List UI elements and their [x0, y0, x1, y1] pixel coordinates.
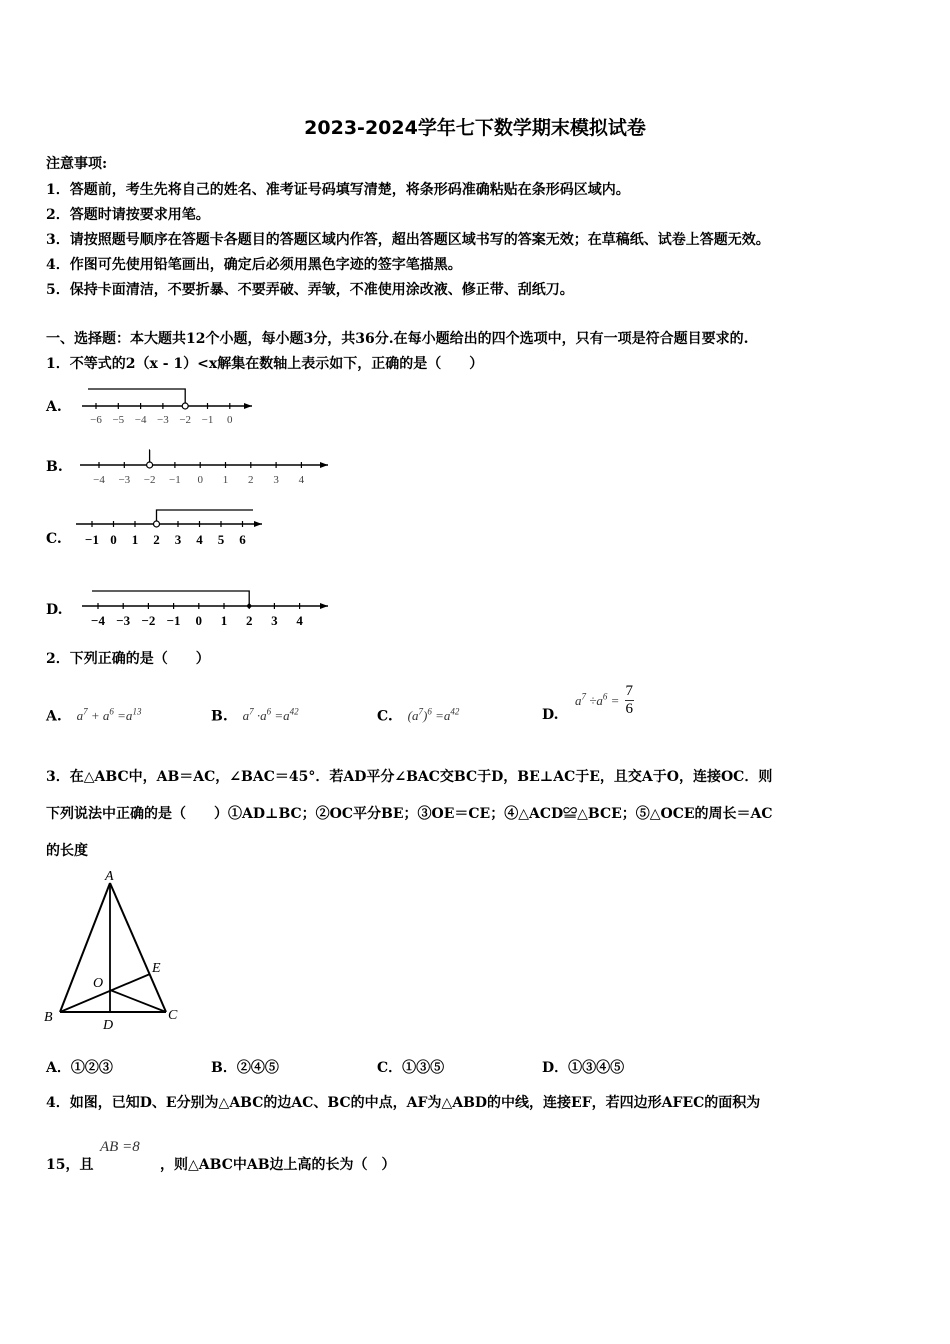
- tick-label: −1: [166, 613, 181, 628]
- tick-label: 4: [298, 474, 305, 486]
- q2-option-c-formula: $(a^7)^6 =a^{42}$: [407, 707, 460, 724]
- tick-label: −4: [91, 613, 105, 628]
- q2-option-a-formula: $a^7 + a^6 =a^{13}$: [76, 707, 142, 724]
- q2-option-b-formula: $a^7 \cdot a^6 =a^{42}$: [242, 707, 299, 724]
- q2-option-d-label: D.: [542, 707, 559, 723]
- tick-label: −5: [112, 414, 125, 426]
- tick-label: 1: [220, 613, 228, 628]
- label-e: E: [152, 961, 161, 976]
- q2-option-a-label: A.: [46, 708, 62, 725]
- tick-label: −4: [134, 414, 147, 426]
- q4-formula: AB =8: [100, 1139, 140, 1155]
- note-item-2: 2．答题时请按要求用笔。: [46, 207, 210, 223]
- tick-label: 3: [174, 532, 182, 547]
- note-item-3: 3．请按照题号顺序在答题卡各题目的答题区域内作答，超出答题区域书写的答案无效；在草稿纸、试卷上答题无效。: [46, 232, 770, 248]
- label-d: D: [103, 1018, 114, 1033]
- note-item-1: 1．答题前，考生先将自己的姓名、准考证号码填写清楚，将条形码准确粘贴在条形码区域内。: [46, 182, 630, 198]
- tick-label: −2: [141, 613, 156, 628]
- section-heading: 一、选择题：本大题共12个小题，每小题3分，共36分.在每小题给出的四个选项中，只有一项是符合题目要求的.: [46, 331, 749, 347]
- side-ab: [60, 883, 110, 1012]
- q4-stem-line-1: 4．如图，已知D、E分别为△ABC的边AC、BC的中点，AF为△ABD的中线，连接EF，若四边形AFEC的面积为: [46, 1095, 761, 1111]
- q2-fraction: $\frac{7}{6}$: [625, 683, 634, 717]
- tick-label: 3: [271, 613, 278, 628]
- q2-option-c-label: C.: [377, 708, 393, 725]
- q3-option-b: B．②④⑤: [211, 1060, 279, 1076]
- q1-option-b-label: B.: [46, 459, 63, 475]
- tick-label: 0: [195, 613, 203, 628]
- tick-label: −1: [169, 474, 181, 486]
- tick-label: −6: [90, 414, 102, 426]
- tick-label: 1: [131, 532, 139, 547]
- q2-option-d-formula: $a^7 \div a^6$ = $\frac{7}{6}$: [575, 683, 634, 717]
- tick-label: −2: [143, 474, 156, 486]
- q3-option-d: D．①③④⑤: [542, 1060, 625, 1076]
- q3-option-c: C．①③⑤: [377, 1060, 445, 1076]
- tick-label: 1: [222, 474, 229, 486]
- q3-stem-line-3: 的长度: [46, 843, 88, 859]
- q2-option-b-label: B.: [211, 708, 228, 725]
- tick-label: 5: [217, 532, 225, 547]
- note-item-4: 4．作图可先使用铅笔画出，确定后必须用黑色字迹的签字笔描黑。: [46, 257, 462, 273]
- q4-suffix: ，则△ABC中AB边上高的长为（ ）: [160, 1157, 396, 1173]
- q3-stem-line-2: 下列说法中正确的是（ ）①AD⊥BC；②OC平分BE；③OE＝CE；④△ACD≌△BCE；⑤△OCE的周长＝AC: [46, 806, 773, 822]
- tick-label: −1: [85, 532, 99, 547]
- tick-label: 2: [153, 532, 160, 547]
- q1-option-a-label: A.: [46, 399, 62, 415]
- notes-heading: 注意事项:: [46, 156, 108, 172]
- tick-label: 2: [248, 474, 254, 486]
- tick-label: 0: [227, 414, 233, 426]
- q2-stem: 2．下列正确的是（ ）: [46, 651, 210, 667]
- note-item-5: 5．保持卡面清洁，不要折暴、不要弄破、弄皱，不准使用涂改液、修正带、刮纸刀。: [46, 282, 574, 298]
- label-b: B: [44, 1010, 53, 1025]
- q1-stem: 1．不等式的2（x - 1）<x解集在数轴上表示如下，正确的是（ ）: [46, 356, 484, 372]
- tick-label: −3: [116, 613, 131, 628]
- tick-label: 3: [273, 474, 279, 486]
- q1-option-d-label: D.: [46, 602, 63, 618]
- tick-label: −1: [201, 414, 214, 426]
- q1-option-c-label: C.: [46, 531, 62, 547]
- tick-label: −3: [157, 414, 169, 426]
- q3-option-a: A．①②③: [46, 1060, 113, 1076]
- q4-prefix: 15，且: [46, 1157, 94, 1173]
- tick-label: −4: [93, 474, 105, 486]
- tick-label: 0: [197, 474, 203, 486]
- tick-label: 0: [110, 532, 117, 547]
- tick-label: 6: [239, 532, 246, 547]
- label-a: A: [105, 869, 114, 884]
- tick-label: −3: [118, 474, 131, 486]
- tick-label: 4: [296, 613, 303, 628]
- tick-label: −2: [179, 414, 192, 426]
- tick-label: 2: [245, 613, 253, 628]
- label-c: C: [168, 1008, 178, 1023]
- page-title: 2023-2024学年七下数学期末模拟试卷: [304, 117, 646, 139]
- label-o: O: [93, 976, 104, 991]
- q3-stem-line-1: 3．在△ABC中，AB＝AC，∠BAC＝45°．若AD平分∠BAC交BC于D，BE⊥AC于E，且交A于O，连接OC．则: [46, 769, 773, 785]
- tick-label: 4: [196, 532, 203, 547]
